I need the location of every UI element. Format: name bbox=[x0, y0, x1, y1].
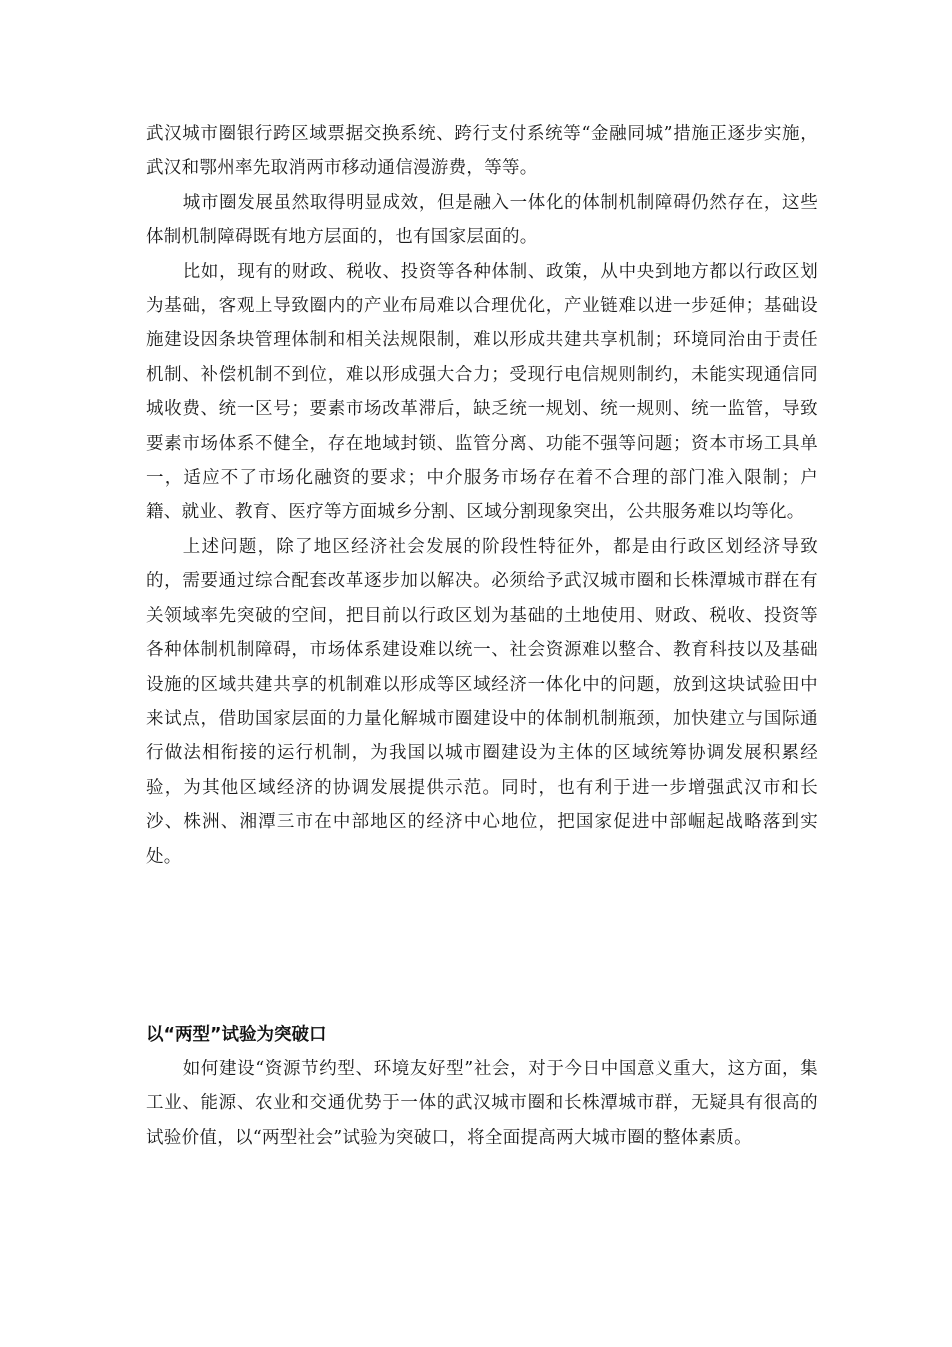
paragraph: 城市圈发展虽然取得明显成效，但是融入一体化的体制机制障碍仍然存在，这些体制机制障碍既有地方层面的，也有国家层面的。 bbox=[146, 192, 818, 248]
paragraph: 如何建设“资源节约型、环境友好型”社会，对于今日中国意义重大，这方面，集工业、能源、农业和交通优势于一体的武汉城市圈和长株潭城市群，无疑具有很高的试验价值，以“两型社会”试验为突破口，将全面提高两大城市圈的整体素质。 bbox=[146, 1059, 818, 1148]
body-text-upper bbox=[146, 117, 818, 874]
section-heading: 以“两型”试验为突破口 bbox=[146, 1025, 327, 1045]
paragraph: 比如，现有的财政、税收、投资等各种体制、政策，从中央到地方都以行政区划为基础，客观上导致圈内的产业布局难以合理优化，产业链难以进一步延伸；基础设施建设因条块管理体制和相关法规限制，难以形成共建共享机制；环境同治由于责任机制、补偿机制不到位，难以形成强大合力；受现行电信规则制约，未能实现通信同城收费、统一区号；要素市场改革滞后，缺乏统一规划、统一规则、统一监管，导致要素市场体系不健全，存在地域封锁、监管分离、功能不强等问题；资本市场工具单一，适应不了市场化融资的要求；中介服务市场存在着不合理的部门准入限制；户籍、就业、教育、医疗等方面城乡分割、区域分割现象突出，公共服务难以均等化。 bbox=[146, 261, 818, 523]
paragraph-continuation: 武汉城市圈银行跨区域票据交换系统、跨行支付系统等“金融同城”措施正逐步实施，武汉和鄂州率先取消两市移动通信漫游费，等等。 bbox=[146, 124, 818, 179]
paragraph: 上述问题，除了地区经济社会发展的阶段性特征外，都是由行政区划经济导致的，需要通过综合配套改革逐步加以解决。必须给予武汉城市圈和长株潭城市群在有关领域率先突破的空间，把目前以行政区划为基础的土地使用、财政、税收、投资等各种体制机制障碍，市场体系建设难以统一、社会资源难以整合、教育科技以及基础设施的区域共建共享的机制难以形成等区域经济一体化中的问题，放到这块试验田中来试点，借助国家层面的力量化解城市圈建设中的体制机制瓶颈，加快建立与国际通行做法相衔接的运行机制，为我国以城市圈建设为主体的区域统筹协调发展积累经验，为其他区域经济的协调发展提供示范。同时，也有利于进一步增强武汉市和长沙、株洲、湘潭三市在中部地区的经济中心地位，把国家促进中部崛起战略落到实处。 bbox=[146, 536, 818, 867]
body-text-lower bbox=[146, 1052, 818, 1155]
